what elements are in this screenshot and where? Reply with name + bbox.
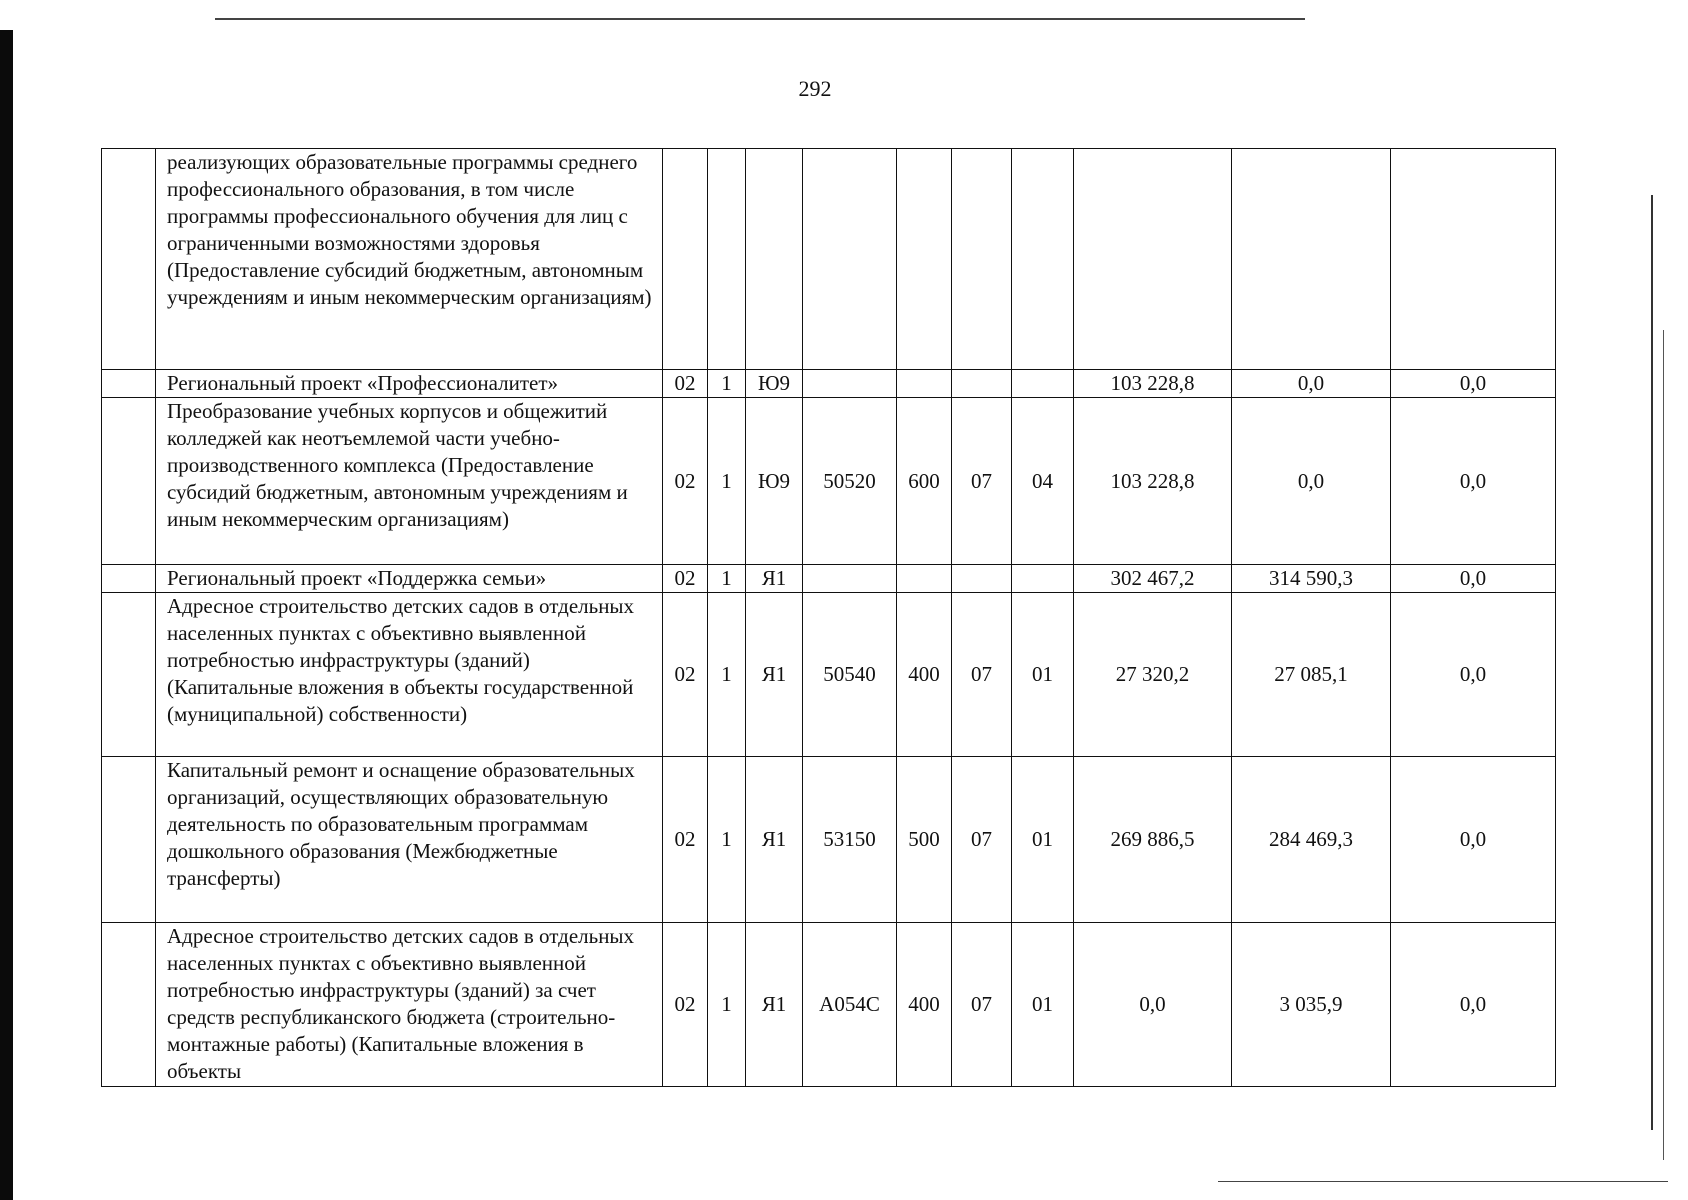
direction-code-cell — [803, 370, 897, 398]
amount-year2-cell: 284 469,3 — [1232, 757, 1391, 923]
amount-year1-cell: 0,0 — [1074, 923, 1232, 1087]
scan-line-right-inner — [1663, 330, 1664, 1160]
item-name-cell: Адресное строительство детских садов в отдельных населенных пунктах с объективно выявленной потребностью инфраструктуры (зданий) за счет средств республиканского бюджета (строительно-монтажные работы) (Капитальные вложения в объекты — [156, 923, 663, 1087]
amount-year2-cell: 3 035,9 — [1232, 923, 1391, 1087]
amount-year2-cell: 27 085,1 — [1232, 593, 1391, 757]
chapter-code-cell — [952, 149, 1012, 370]
project-code-cell: Я1 — [746, 565, 803, 593]
table-row — [102, 923, 1556, 1087]
subprogram-code-cell: 1 — [708, 923, 746, 1087]
direction-code-cell — [803, 565, 897, 593]
direction-code-cell: 50540 — [803, 593, 897, 757]
table-row — [102, 757, 1556, 923]
amount-year3-cell: 0,0 — [1391, 398, 1556, 565]
amount-year3-cell: 0,0 — [1391, 565, 1556, 593]
section-code-cell: 02 — [663, 923, 708, 1087]
chapter-code-cell: 07 — [952, 593, 1012, 757]
subprogram-code-cell: 1 — [708, 565, 746, 593]
project-code-cell: Я1 — [746, 757, 803, 923]
scan-line-bottom — [1218, 1181, 1668, 1182]
item-name-cell: Региональный проект «Профессионалитет» — [156, 370, 663, 398]
expense-type-cell: 400 — [897, 923, 952, 1087]
amount-year1-cell: 103 228,8 — [1074, 370, 1232, 398]
amount-year2-cell — [1232, 149, 1391, 370]
row-number-cell — [102, 757, 156, 923]
item-name-cell: Преобразование учебных корпусов и общежитий колледжей как неотъемлемой части учебно-производственного комплекса (Предоставление субсидий бюджетным, автономным учреждениям и иным некоммерческим организациям) — [156, 398, 663, 565]
expense-type-cell: 600 — [897, 398, 952, 565]
subprogram-code-cell — [708, 149, 746, 370]
section-code-cell: 02 — [663, 398, 708, 565]
table-row — [102, 149, 1556, 370]
project-code-cell: Я1 — [746, 923, 803, 1087]
section-code-cell: 02 — [663, 565, 708, 593]
amount-year1-cell: 269 886,5 — [1074, 757, 1232, 923]
amount-year1-cell: 103 228,8 — [1074, 398, 1232, 565]
direction-code-cell: 50520 — [803, 398, 897, 565]
page-number: 292 — [798, 76, 832, 101]
expense-type-cell: 400 — [897, 593, 952, 757]
budget-table-body — [102, 149, 1556, 1087]
amount-year3-cell: 0,0 — [1391, 593, 1556, 757]
chapter-code-cell: 07 — [952, 923, 1012, 1087]
amount-year1-cell: 27 320,2 — [1074, 593, 1232, 757]
subprogram-code-cell: 1 — [708, 593, 746, 757]
subprogram-code-cell: 1 — [708, 370, 746, 398]
table-row — [102, 370, 1556, 398]
subsection-code-cell: 04 — [1012, 398, 1074, 565]
budget-table — [101, 148, 1556, 1087]
section-code-cell: 02 — [663, 370, 708, 398]
section-code-cell: 02 — [663, 593, 708, 757]
amount-year3-cell — [1391, 149, 1556, 370]
project-code-cell: Ю9 — [746, 398, 803, 565]
table-row — [102, 398, 1556, 565]
subsection-code-cell — [1012, 149, 1074, 370]
subprogram-code-cell: 1 — [708, 757, 746, 923]
amount-year2-cell: 0,0 — [1232, 398, 1391, 565]
subsection-code-cell: 01 — [1012, 757, 1074, 923]
amount-year1-cell: 302 467,2 — [1074, 565, 1232, 593]
item-name-cell: Региональный проект «Поддержка семьи» — [156, 565, 663, 593]
direction-code-cell — [803, 149, 897, 370]
scan-line-right — [1651, 195, 1653, 1130]
row-number-cell — [102, 923, 156, 1087]
row-number-cell — [102, 593, 156, 757]
item-name-cell: Адресное строительство детских садов в отдельных населенных пунктах с объективно выявленной потребностью инфраструктуры (зданий) (Капитальные вложения в объекты государственной (муниципальной) собственности) — [156, 593, 663, 757]
amount-year1-cell — [1074, 149, 1232, 370]
chapter-code-cell — [952, 370, 1012, 398]
amount-year3-cell: 0,0 — [1391, 923, 1556, 1087]
section-code-cell: 02 — [663, 757, 708, 923]
subsection-code-cell: 01 — [1012, 923, 1074, 1087]
subsection-code-cell: 01 — [1012, 593, 1074, 757]
amount-year3-cell: 0,0 — [1391, 370, 1556, 398]
expense-type-cell — [897, 370, 952, 398]
item-name-cell: Капитальный ремонт и оснащение образовательных организаций, осуществляющих образовательную деятельность по образовательным программам дошкольного образования (Межбюджетные трансферты) — [156, 757, 663, 923]
direction-code-cell: А054С — [803, 923, 897, 1087]
table-row — [102, 593, 1556, 757]
section-code-cell — [663, 149, 708, 370]
project-code-cell — [746, 149, 803, 370]
subsection-code-cell — [1012, 565, 1074, 593]
table-row — [102, 565, 1556, 593]
project-code-cell: Ю9 — [746, 370, 803, 398]
row-number-cell — [102, 149, 156, 370]
row-number-cell — [102, 370, 156, 398]
row-number-cell — [102, 398, 156, 565]
project-code-cell: Я1 — [746, 593, 803, 757]
expense-type-cell — [897, 565, 952, 593]
amount-year2-cell: 314 590,3 — [1232, 565, 1391, 593]
chapter-code-cell — [952, 565, 1012, 593]
row-number-cell — [102, 565, 156, 593]
chapter-code-cell: 07 — [952, 398, 1012, 565]
amount-year2-cell: 0,0 — [1232, 370, 1391, 398]
subsection-code-cell — [1012, 370, 1074, 398]
subprogram-code-cell: 1 — [708, 398, 746, 565]
item-name-cell: реализующих образовательные программы среднего профессионального образования, в том числе программы профессионального обучения для лиц с ограниченными возможностями здоровья (Предоставление субсидий бюджетным, автономным учреждениям и иным некоммерческим организациям) — [156, 149, 663, 370]
direction-code-cell: 53150 — [803, 757, 897, 923]
chapter-code-cell: 07 — [952, 757, 1012, 923]
scan-edge-left — [0, 30, 13, 1200]
expense-type-cell — [897, 149, 952, 370]
amount-year3-cell: 0,0 — [1391, 757, 1556, 923]
expense-type-cell: 500 — [897, 757, 952, 923]
scan-line-top — [215, 18, 1305, 20]
